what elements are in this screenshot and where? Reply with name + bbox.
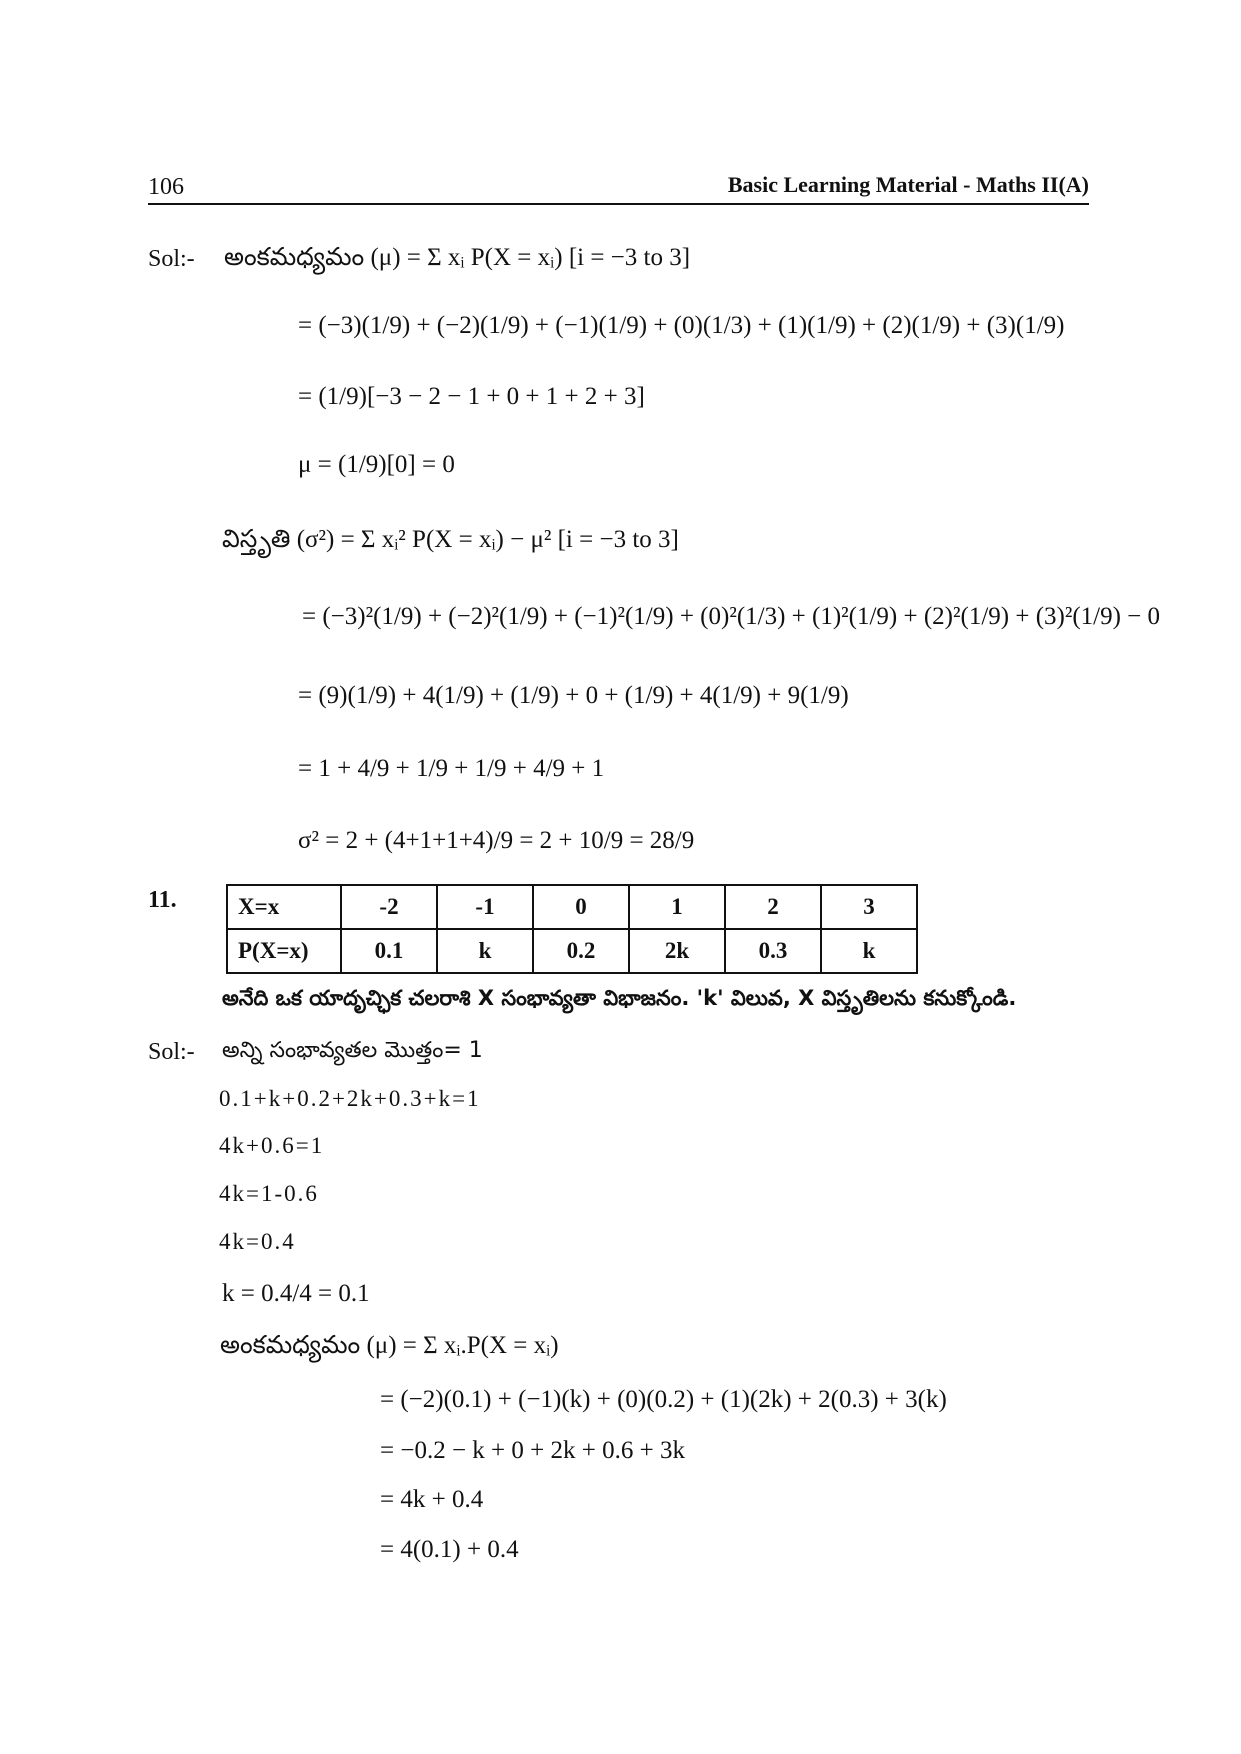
variance-result: σ² = 2 + (4+1+1+4)/9 = 2 + 10/9 = 28/9 [298,827,695,854]
mean-definition: అంకమధ్యమం (μ) = Σ xᵢ P(X = xᵢ) [i = −3 to 3] [224,244,691,271]
variance-step: = (9)(1/9) + 4(1/9) + (1/9) + 0 + (1/9) + 4(1/9) + 9(1/9) [298,682,849,709]
table-cell: -2 [341,885,437,929]
mean-step: = −0.2 − k + 0 + 2k + 0.6 + 3k [380,1437,685,1464]
equation: 4k=0.4 [219,1229,296,1254]
header-rule [148,203,1089,205]
probability-distribution-table [226,884,918,974]
table-cell: 0.3 [725,929,821,973]
variance-definition: విస్తృతి (σ²) = Σ xᵢ² P(X = xᵢ) − μ² [i = −3 to 3] [222,526,679,553]
table-cell: 2k [629,929,725,973]
question-number: 11. [148,887,177,913]
mean-result: μ = (1/9)[0] = 0 [298,451,455,478]
variance-step: = (−3)²(1/9) + (−2)²(1/9) + (−1)²(1/9) + (0)²(1/3) + (1)²(1/9) + (2)²(1/9) + (3)²(1/9) − 0 [302,603,1161,630]
equation: 4k=1-0.6 [219,1181,319,1206]
sum-statement: అన్ని సంభావ్యతల మొత్తం= 1 [222,1038,483,1063]
table-cell: 0 [533,885,629,929]
table-cell: X=x [227,885,341,929]
table-row [227,929,917,973]
k-value: k = 0.4/4 = 0.1 [222,1280,370,1307]
table-row [227,885,917,929]
table-cell: -1 [437,885,533,929]
mean-step: = (−3)(1/9) + (−2)(1/9) + (−1)(1/9) + (0)(1/3) + (1)(1/9) + (2)(1/9) + (3)(1/9) [298,312,1065,339]
equation: 4k+0.6=1 [219,1133,325,1158]
mean-step: = (1/9)[−3 − 2 − 1 + 0 + 1 + 2 + 3] [298,383,645,410]
table-cell: k [821,929,917,973]
mean-step: = (−2)(0.1) + (−1)(k) + (0)(0.2) + (1)(2k) + 2(0.3) + 3(k) [380,1386,947,1413]
table-cell: 2 [725,885,821,929]
question-statement: అనేది ఒక యాదృచ్ఛిక చలరాశి X సంభావ్యతా విభాజనం. 'k' విలువ, X విస్తృతిలను కనుక్కోండి. [222,986,1017,1010]
mean-step: = 4(0.1) + 0.4 [380,1536,519,1563]
table-cell: P(X=x) [227,929,341,973]
table-cell: 3 [821,885,917,929]
table-cell: k [437,929,533,973]
sol-label: Sol:- [148,1039,195,1065]
mean-step: = 4k + 0.4 [380,1486,484,1513]
running-header-title: Basic Learning Material - Maths II(A) [727,172,1089,197]
table-cell: 1 [629,885,725,929]
equation: 0.1+k+0.2+2k+0.3+k=1 [219,1086,481,1111]
page-number: 106 [148,174,184,200]
table-cell: 0.1 [341,929,437,973]
sol-label: Sol:- [148,246,195,272]
variance-step: = 1 + 4/9 + 1/9 + 1/9 + 4/9 + 1 [298,755,605,782]
table-cell: 0.2 [533,929,629,973]
mean-definition: అంకమధ్యమం (μ) = Σ xᵢ.P(X = xᵢ) [220,1332,559,1359]
